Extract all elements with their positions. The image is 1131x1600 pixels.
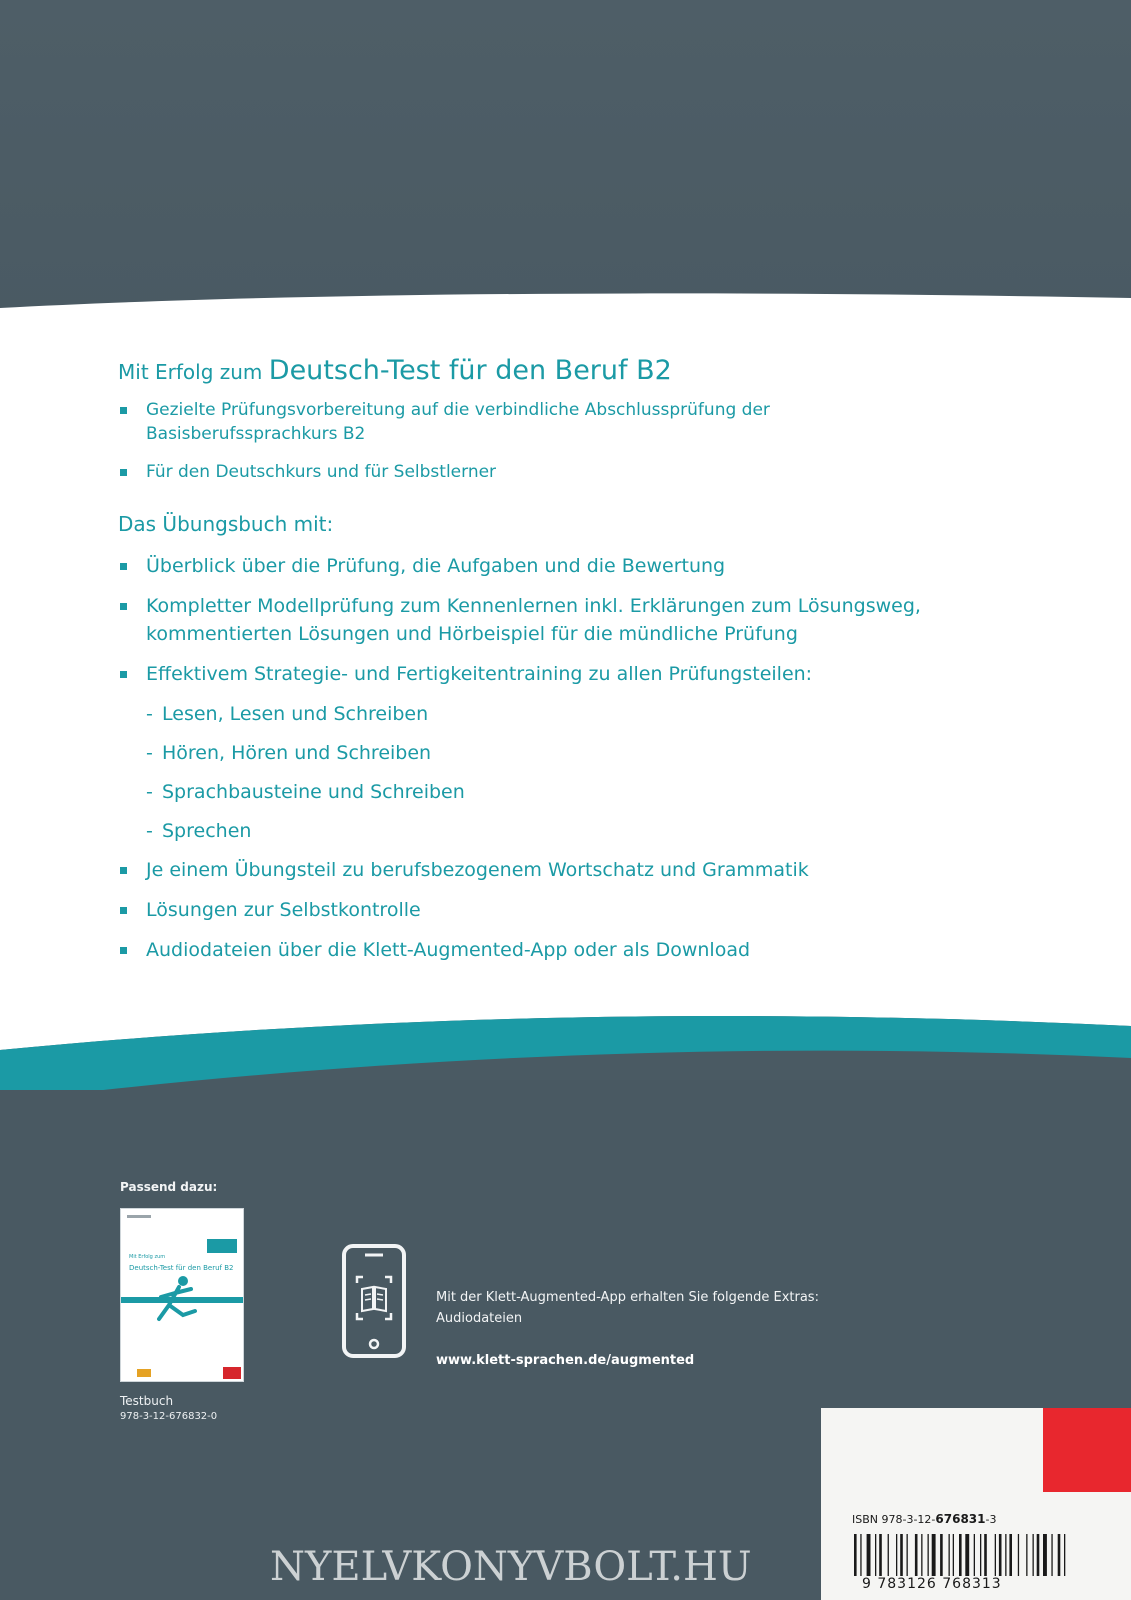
barcode-bar bbox=[1009, 1534, 1012, 1576]
headline-prefix: Mit Erfolg zum bbox=[118, 360, 263, 384]
barcode-bar bbox=[995, 1534, 996, 1576]
watermark: NYELVKONYVBOLT.HU bbox=[270, 1544, 752, 1590]
barcode-bar bbox=[984, 1534, 987, 1576]
cover-yellow-mark bbox=[137, 1369, 151, 1377]
barcode-bar bbox=[896, 1534, 897, 1576]
companion-label: Passend dazu: bbox=[120, 1180, 218, 1194]
isbn-bold-part: 676831 bbox=[935, 1512, 986, 1526]
barcode-bar bbox=[867, 1534, 871, 1576]
intro-bullet: Für den Deutschkurs und für Selbstlerner bbox=[118, 460, 1098, 484]
intro-bullet: Gezielte Prüfungsvorbereitung auf die verbindliche Abschlussprüfung der Basisberufssprachkurs B2 bbox=[118, 398, 786, 446]
app-url-link[interactable]: www.klett-sprachen.de/augmented bbox=[436, 1353, 695, 1368]
barcode-bar bbox=[980, 1534, 981, 1576]
headline bbox=[118, 355, 1098, 388]
barcode-bar bbox=[875, 1534, 876, 1576]
cover-small-title: Mit Erfolg zum bbox=[129, 1254, 166, 1260]
barcode-bar bbox=[932, 1534, 936, 1576]
barcode-bar bbox=[949, 1534, 950, 1576]
barcode-bar bbox=[928, 1534, 929, 1576]
barcode-digits: 9 783126 768313 bbox=[862, 1576, 1002, 1592]
book-bullet: Kompletter Modellprüfung zum Kennenlernen inkl. Erklärungen zum Lösungsweg, kommentierten Lösungen und Hörbeispiel für die mündliche Prüfung bbox=[118, 592, 946, 648]
barcode-bar bbox=[1018, 1534, 1019, 1576]
exam-part-item: - Hören, Hören und Schreiben bbox=[146, 739, 1098, 767]
book-bullet: Effektivem Strategie- und Fertigkeitentraining zu allen Prüfungsteilen: bbox=[118, 660, 1098, 688]
barcode-bar bbox=[1058, 1534, 1061, 1576]
barcode-bar bbox=[1043, 1534, 1047, 1576]
exam-part-item: - Sprachbausteine und Schreiben bbox=[146, 778, 1098, 806]
companion-isbn: 978-3-12-676832-0 bbox=[120, 1411, 218, 1422]
companion-cover-thumbnail bbox=[120, 1208, 244, 1382]
book-bullet: Lösungen zur Selbstkontrolle bbox=[118, 896, 1098, 924]
barcode-bar bbox=[860, 1534, 861, 1576]
barcode-bar bbox=[907, 1534, 908, 1576]
cover-top-area bbox=[0, 0, 1131, 320]
app-line-1: Mit der Klett-Augmented-App erhalten Sie folgende Extras: bbox=[436, 1290, 819, 1305]
book-bullet: Je einem Übungsteil zu berufsbezogenem Wortschatz und Grammatik bbox=[118, 856, 1098, 884]
app-line-2: Audiodateien bbox=[436, 1311, 523, 1326]
book-bullet: Überblick über die Prüfung, die Aufgaben und die Bewertung bbox=[118, 552, 1098, 580]
barcode-bar bbox=[1005, 1534, 1006, 1576]
barcode-bar bbox=[953, 1534, 954, 1576]
barcode-bar bbox=[974, 1534, 975, 1576]
isbn-number bbox=[852, 1512, 996, 1526]
companion-info bbox=[120, 1393, 217, 1425]
barcode-bar bbox=[1037, 1534, 1040, 1576]
book-list bbox=[118, 552, 1098, 688]
barcode-bar bbox=[1033, 1534, 1034, 1576]
exam-part-item: - Sprechen bbox=[146, 817, 1098, 845]
barcode-bar bbox=[879, 1534, 882, 1576]
barcode-bar bbox=[940, 1534, 943, 1576]
cover-publisher-mark bbox=[127, 1215, 151, 1218]
barcode-bar bbox=[1026, 1534, 1027, 1576]
barcode bbox=[852, 1534, 1112, 1578]
barcode-bar bbox=[854, 1534, 857, 1576]
red-corner-square bbox=[1043, 1408, 1131, 1492]
barcode-bar bbox=[900, 1534, 903, 1576]
barcode-bar bbox=[888, 1534, 889, 1576]
book-heading: Das Übungsbuch mit: bbox=[118, 512, 334, 536]
barcode-bar bbox=[1064, 1534, 1065, 1576]
barcode-bar bbox=[959, 1534, 962, 1576]
barcode-bar bbox=[921, 1534, 922, 1576]
exam-parts-list bbox=[146, 700, 1098, 845]
exam-part-item: - Lesen, Lesen und Schreiben bbox=[146, 700, 1098, 728]
cover-title: Deutsch-Test für den Beruf B2 bbox=[129, 1264, 234, 1272]
book-bullet: Audiodateien über die Klett-Augmented-App oder als Download bbox=[118, 936, 1098, 964]
intro-list bbox=[118, 398, 1098, 484]
barcode-bar bbox=[915, 1534, 918, 1576]
cover-logo-block bbox=[207, 1239, 237, 1253]
companion-name: Testbuch bbox=[120, 1394, 174, 1408]
cover-red-mark bbox=[223, 1367, 241, 1379]
isbn-prefix: ISBN 978-3-12- bbox=[852, 1513, 936, 1526]
app-info bbox=[436, 1287, 819, 1329]
barcode-bar bbox=[965, 1534, 969, 1576]
headline-title: Deutsch-Test für den Beruf B2 bbox=[268, 355, 672, 386]
jumping-figure-icon bbox=[157, 1275, 197, 1325]
isbn-suffix: -3 bbox=[985, 1513, 997, 1526]
barcode-bar bbox=[1051, 1534, 1052, 1576]
barcode-bar bbox=[999, 1534, 1002, 1576]
more-list bbox=[118, 856, 1098, 964]
smartphone-ar-icon bbox=[341, 1243, 407, 1359]
blurb-content bbox=[118, 355, 1098, 976]
